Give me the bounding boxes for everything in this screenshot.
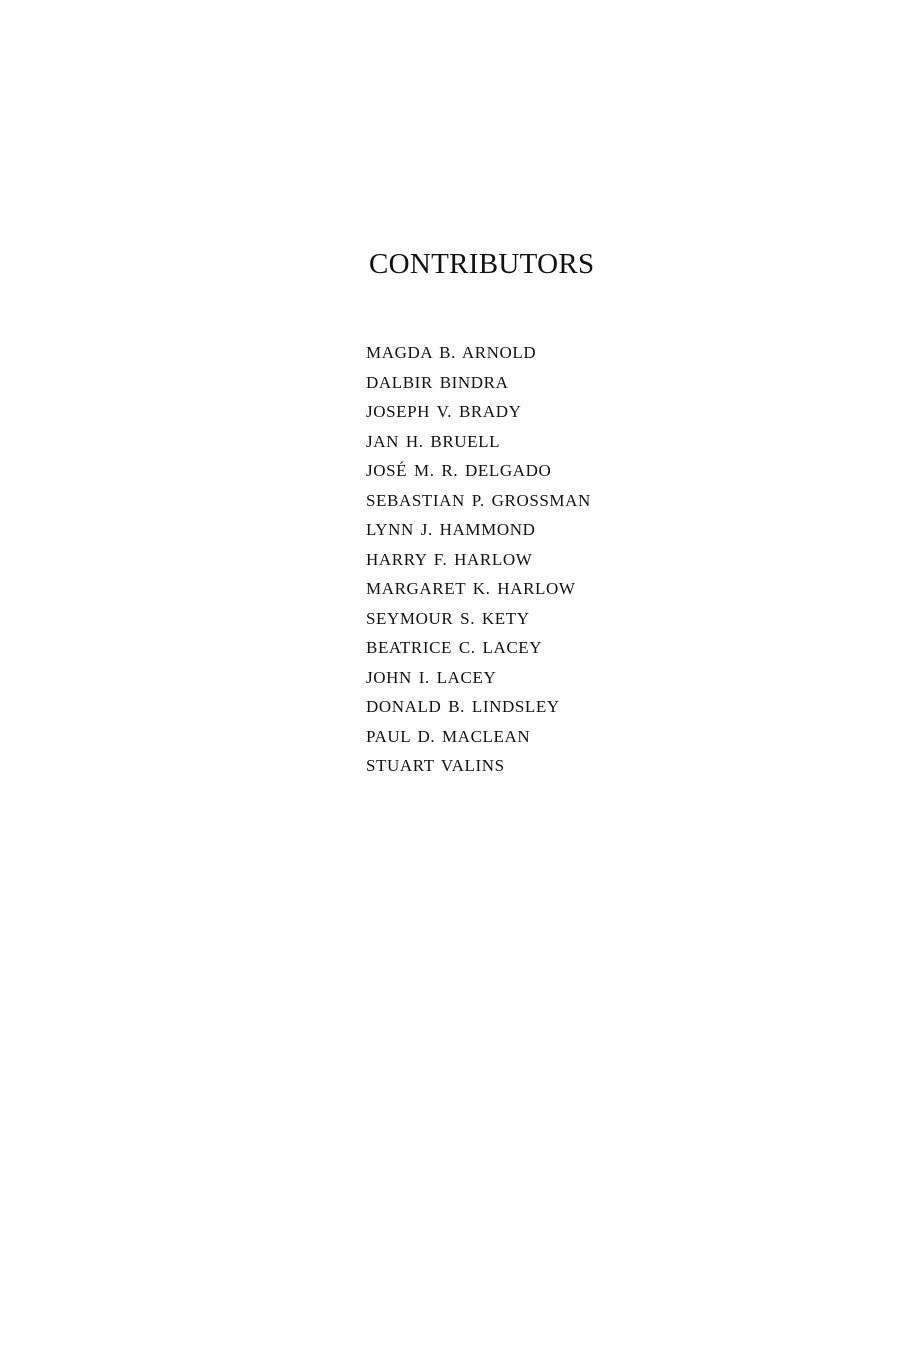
contributor-name: SEBASTIAN P. GROSSMAN	[366, 490, 591, 510]
contributor-name: JOSEPH V. BRADY	[366, 402, 522, 421]
page-title: CONTRIBUTORS	[369, 248, 595, 280]
contributor-name: STUART VALINS	[366, 756, 505, 775]
contributor-name: JOHN I. LACEY	[366, 667, 497, 687]
contributor-name: JOSÉ M. R. DELGADO	[366, 461, 552, 480]
contributor-name: MARGARET K. HARLOW	[366, 579, 576, 598]
contributor-name: BEATRICE C. LACEY	[366, 638, 543, 657]
contributor-list	[366, 338, 591, 781]
contributor-name: LYNN J. HAMMOND	[366, 520, 536, 539]
contributor-name: HARRY F. HARLOW	[366, 549, 533, 569]
contributor-name: PAUL D. MACLEAN	[366, 726, 531, 746]
contributor-name: DONALD B. LINDSLEY	[366, 697, 560, 716]
contributor-name: SEYMOUR S. KETY	[366, 608, 530, 628]
contributor-name: MAGDA B. ARNOLD	[366, 343, 537, 362]
contributor-name: DALBIR BINDRA	[366, 372, 509, 392]
contributor-name: JAN H. BRUELL	[366, 431, 501, 451]
